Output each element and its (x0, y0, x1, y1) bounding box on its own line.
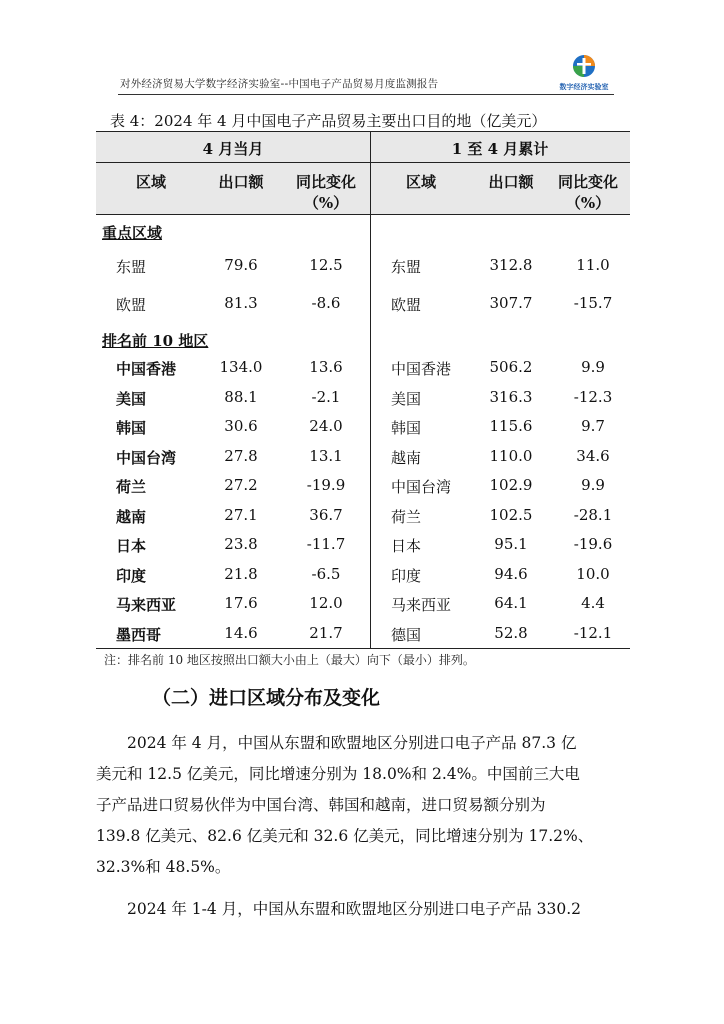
report-header: 对外经济贸易大学数字经济实验室--中国电子产品贸易月度监测报告 (120, 78, 439, 90)
cell-yoy: 11.0 (576, 256, 610, 274)
cell-export: 94.6 (494, 564, 528, 583)
cell-yoy: -8.6 (311, 294, 341, 312)
cell-export: 506.2 (489, 358, 533, 376)
cell-export: 312.8 (489, 256, 533, 274)
cell-yoy: 9.7 (581, 417, 605, 435)
cell-yoy: -2.1 (311, 387, 341, 406)
col-header-export: 出口额 (488, 173, 534, 191)
cell-export: 307.7 (489, 294, 533, 312)
cell-region: 越南 (116, 507, 147, 526)
cell-yoy: -19.6 (573, 535, 613, 553)
table-caption: 表 4：2024 年 4 月中国电子产品贸易主要出口目的地（亿美元） (110, 112, 547, 130)
cell-region: 日本 (391, 537, 422, 555)
column-divider (370, 131, 371, 648)
cell-region: 日本 (116, 537, 147, 555)
paragraph-1 (96, 728, 630, 883)
cell-yoy: 24.0 (309, 417, 343, 435)
cell-region: 印度 (116, 566, 147, 585)
cell-export: 79.6 (224, 256, 258, 274)
cell-export: 30.6 (224, 417, 258, 435)
cell-yoy: -12.3 (573, 387, 613, 406)
cell-region: 越南 (391, 448, 422, 467)
cell-export: 27.8 (224, 446, 258, 465)
col-header-yoy-unit: （%） (565, 194, 611, 212)
cell-region: 马来西亚 (391, 596, 452, 614)
cell-export: 115.6 (489, 417, 533, 435)
cell-yoy: -19.9 (306, 476, 346, 494)
group-header-rule (96, 162, 630, 163)
header-divider (118, 94, 614, 95)
table-note: 注：排名前 10 地区按照出口额大小由上（最大）向下（最小）排列。 (104, 653, 475, 667)
cell-export: 110.0 (489, 446, 533, 465)
cell-yoy: 21.7 (309, 623, 343, 642)
paragraph-1-line: 2024 年 4 月，中国从东盟和欧盟地区分别进口电子产品 87.3 亿 (127, 734, 577, 752)
col-header-region: 区域 (405, 173, 436, 191)
cell-region: 德国 (391, 625, 422, 644)
cell-region: 印度 (391, 566, 422, 585)
export-destination-table (96, 131, 630, 651)
cell-region: 美国 (116, 389, 147, 408)
section-label-top10: 排名前 10 地区 (102, 332, 209, 350)
paragraph-1-line: 32.3%和 48.5%。 (96, 858, 231, 876)
cell-export: 64.1 (494, 594, 528, 612)
cell-region: 中国香港 (116, 360, 177, 378)
cell-yoy: 9.9 (581, 476, 605, 494)
cell-export: 88.1 (224, 387, 258, 406)
cell-export: 102.9 (489, 476, 533, 494)
cell-yoy: 12.5 (309, 256, 343, 274)
cell-yoy: 12.0 (309, 594, 343, 612)
table-bottom-rule (96, 648, 630, 649)
cell-region: 荷兰 (391, 507, 422, 526)
cell-yoy: 4.4 (581, 594, 605, 612)
cell-region: 韩国 (116, 419, 147, 437)
cell-region: 马来西亚 (116, 596, 177, 614)
col-header-export: 出口额 (218, 173, 264, 191)
cell-export: 102.5 (489, 505, 533, 524)
cell-yoy: -6.5 (311, 564, 341, 583)
cell-region: 韩国 (391, 419, 422, 437)
cell-yoy: -12.1 (573, 623, 613, 642)
cell-region: 东盟 (391, 258, 422, 276)
cell-export: 52.8 (494, 623, 528, 642)
cell-yoy: 36.7 (309, 505, 343, 524)
paragraph-1-line: 子产品进口贸易伙伴为中国台湾、韩国和越南，进口贸易额分别为 (96, 796, 546, 814)
table-top-rule (96, 131, 630, 132)
col-header-yoy-unit: （%） (303, 194, 349, 212)
cell-yoy: -15.7 (573, 294, 613, 312)
paragraph-1-line: 美元和 12.5 亿美元，同比增速分别为 18.0%和 2.4%。中国前三大电 (96, 765, 580, 783)
col-header-region: 区域 (135, 173, 166, 191)
col-header-yoy: 同比变化 (295, 173, 356, 191)
cell-export: 17.6 (224, 594, 258, 612)
cell-region: 中国台湾 (391, 478, 452, 496)
cell-export: 95.1 (494, 535, 528, 553)
col-header-yoy: 同比变化 (557, 173, 618, 191)
cell-yoy: 10.0 (576, 564, 610, 583)
cell-export: 27.2 (224, 476, 258, 494)
cell-export: 134.0 (219, 358, 263, 376)
logo-caption: 数字经济实验室 (559, 83, 609, 91)
cell-region: 中国香港 (391, 360, 452, 378)
section-title: （二）进口区域分布及变化 (152, 687, 381, 709)
cell-yoy: -11.7 (306, 535, 346, 553)
section-label-key-regions: 重点区域 (102, 224, 163, 242)
cell-yoy: 13.1 (309, 446, 343, 465)
cell-region: 墨西哥 (116, 625, 162, 644)
cell-export: 14.6 (224, 623, 258, 642)
group-header-ytd: 1 至 4 月累计 (451, 140, 549, 158)
cell-yoy: 9.9 (581, 358, 605, 376)
paragraph-1-line: 139.8 亿美元、82.6 亿美元和 32.6 亿美元，同比增速分别为 17.2%、 (96, 827, 594, 845)
cell-region: 东盟 (116, 258, 147, 276)
cell-region: 美国 (391, 389, 422, 408)
cell-export: 316.3 (489, 387, 533, 406)
cell-region: 欧盟 (116, 296, 147, 314)
cell-export: 27.1 (224, 505, 258, 524)
cell-yoy: -28.1 (573, 505, 613, 524)
cell-region: 中国台湾 (116, 448, 177, 467)
cell-region: 荷兰 (116, 478, 147, 496)
cell-region: 欧盟 (391, 296, 422, 314)
cell-yoy: 13.6 (309, 358, 343, 376)
column-header-rule (96, 214, 630, 215)
paragraph-2-line: 2024 年 1-4 月，中国从东盟和欧盟地区分别进口电子产品 330.2 (127, 900, 581, 918)
cell-export: 23.8 (224, 535, 258, 553)
cell-export: 81.3 (224, 294, 258, 312)
paragraph-2 (96, 894, 630, 925)
cell-yoy: 34.6 (576, 446, 610, 465)
group-header-april: 4 月当月 (202, 140, 264, 158)
cell-export: 21.8 (224, 564, 258, 583)
